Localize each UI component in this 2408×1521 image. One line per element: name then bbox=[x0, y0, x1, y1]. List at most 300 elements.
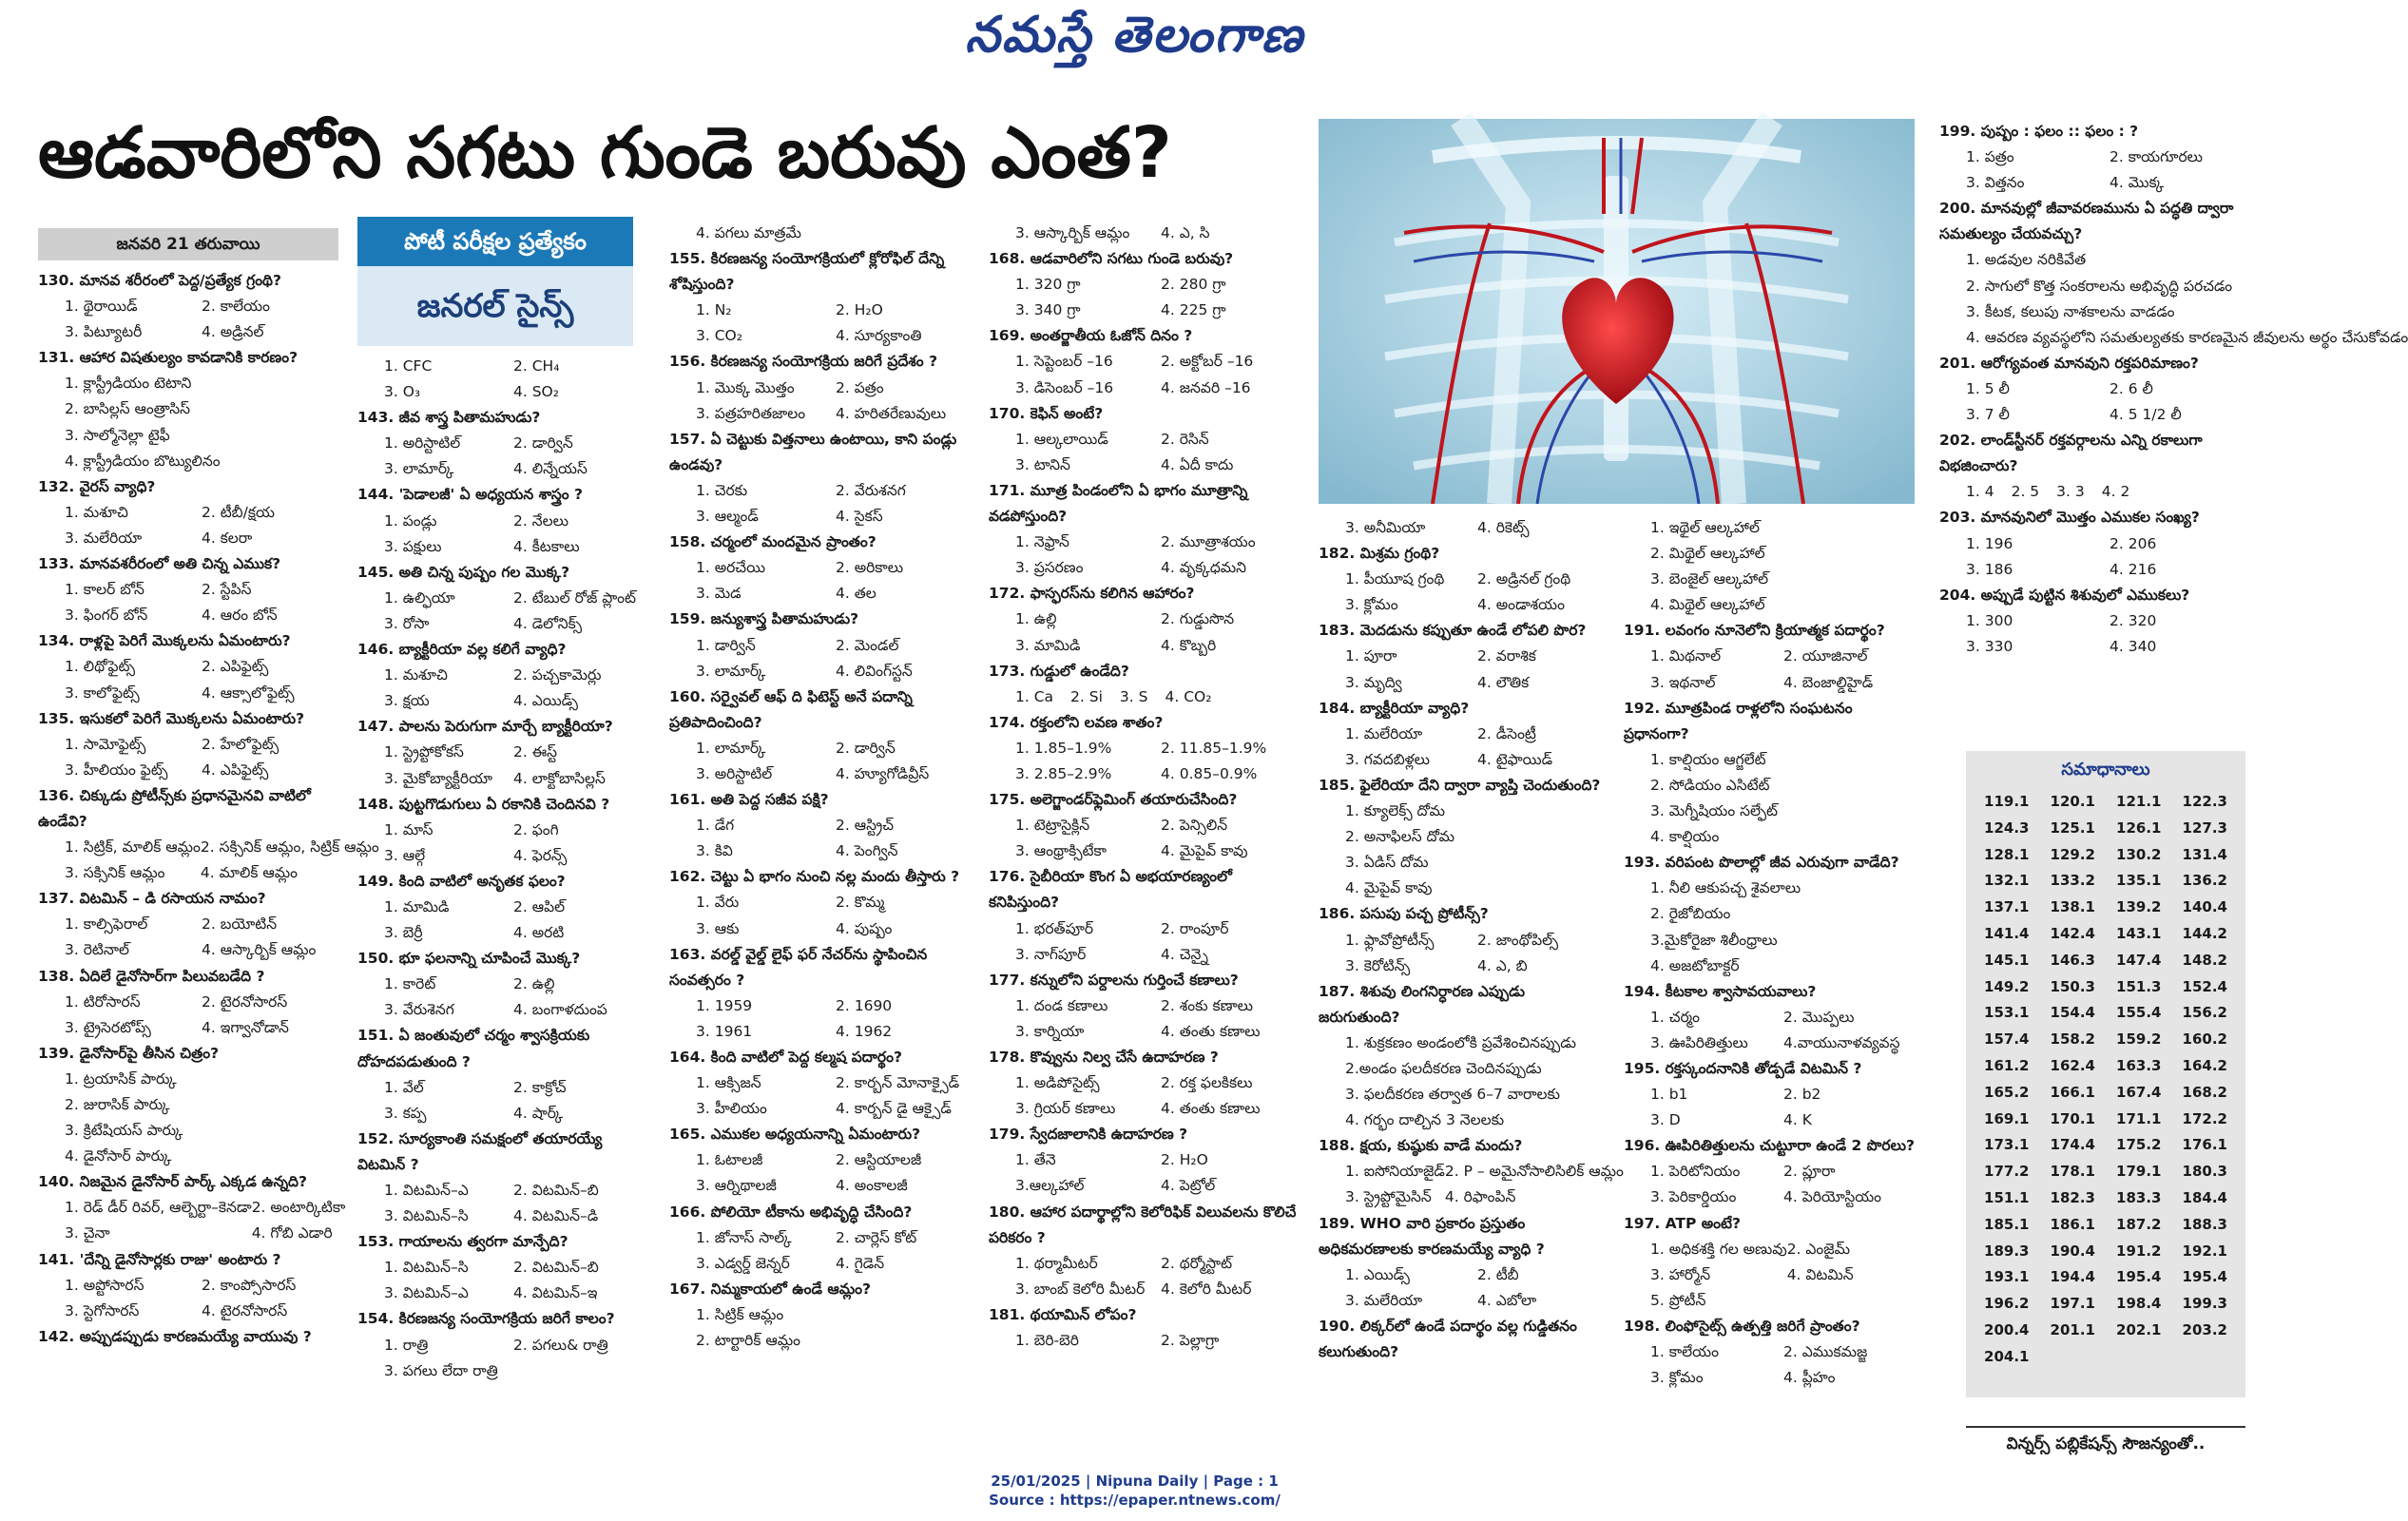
answer-option: 1. విటమిన్–సి bbox=[384, 1259, 469, 1277]
answer-option: 3. ఆంథ్రాక్సిటేకా bbox=[1015, 842, 1107, 860]
answer-option: 2. మొప్పలు bbox=[1783, 1008, 1855, 1026]
answer-option: 4. పగలు మాత్రమే bbox=[696, 224, 801, 241]
answer-key-item: 158.2 bbox=[2050, 1030, 2095, 1049]
answer-options bbox=[1319, 1159, 1624, 1210]
answer-option: 4. ఎపిఫైట్స్ bbox=[202, 760, 269, 779]
answer-option: 1. 196 bbox=[1966, 534, 2013, 552]
answer-key-item: 151.1 bbox=[1984, 1188, 2030, 1206]
question-block bbox=[357, 1126, 643, 1229]
answer-options bbox=[1624, 1159, 1917, 1210]
answer-options bbox=[1624, 644, 1917, 695]
question-block bbox=[1319, 1133, 1624, 1210]
answer-options bbox=[1939, 376, 2253, 428]
answer-key-item: 166.1 bbox=[2050, 1083, 2095, 1101]
question-text: 137. విటమిన్ – డి రసాయన నామం? bbox=[38, 890, 266, 908]
answer-option: 4. ఆక్సాలోఫైట్స్ bbox=[202, 683, 295, 702]
answer-key-item: 192.1 bbox=[2182, 1242, 2227, 1260]
answer-option: 2. పత్రం bbox=[836, 378, 884, 396]
question-text: 147. పాలను పెరుగుగా మార్చే బ్యాక్టీరియా? bbox=[357, 718, 613, 736]
answer-option: 4. ఫెరన్స్ bbox=[513, 846, 568, 864]
question-block bbox=[1319, 901, 1609, 978]
answer-options bbox=[989, 606, 1306, 658]
answer-key-item: 122.3 bbox=[2182, 793, 2227, 810]
column-2 bbox=[357, 354, 643, 1384]
answer-option: 2. డార్విన్ bbox=[836, 739, 896, 757]
answer-options bbox=[38, 835, 379, 886]
answer-key-item: 146.3 bbox=[2050, 951, 2095, 969]
answer-key-grid bbox=[1966, 789, 2245, 1371]
answer-option: 2. ఆపిల్ bbox=[513, 897, 566, 915]
answer-option: 4. 225 గ్రా bbox=[1161, 301, 1226, 319]
answer-options bbox=[357, 509, 643, 560]
answer-option: 2. మెండల్ bbox=[836, 636, 899, 654]
answer-key-item: 138.1 bbox=[2050, 898, 2095, 916]
answer-options bbox=[989, 427, 1306, 478]
question-text: 200. మానవుల్లో జీవావరణమును ఏ పద్ధతి ద్వారా సమతుల్యం చేయవచ్చు? bbox=[1939, 200, 2234, 243]
question-block bbox=[357, 482, 643, 559]
answer-option: 2. కాలేయం bbox=[202, 298, 270, 316]
answer-options bbox=[357, 663, 643, 714]
date-bar: జనవరి 21 తరువాయి bbox=[38, 228, 338, 260]
question-block bbox=[1939, 583, 2253, 660]
answer-key-item: 172.2 bbox=[2182, 1109, 2227, 1127]
question-text: 164. కింది వాటిలో పెద్ద కల్మష పదార్థం? bbox=[669, 1049, 902, 1066]
answer-option: 1. సామోఫైట్స్ bbox=[65, 735, 146, 753]
answer-option: 3. హీలియం bbox=[696, 1100, 767, 1118]
answer-option: 2. విటమిన్–బి bbox=[513, 1182, 599, 1199]
answer-option: 2. గుడ్డుసొన bbox=[1161, 610, 1235, 628]
answer-key-item: 202.1 bbox=[2116, 1320, 2162, 1338]
question-text: 149. కింది వాటిలో అనృతక ఫలం? bbox=[357, 872, 566, 890]
question-block bbox=[38, 1324, 338, 1350]
answer-option: 3. ఊపిరితిత్తులు bbox=[1650, 1033, 1748, 1051]
answer-options bbox=[38, 500, 338, 551]
answer-option: 3. క్రిటేషియస్ పార్కు bbox=[65, 1122, 183, 1140]
answer-options bbox=[357, 818, 643, 869]
answer-key-item: 175.2 bbox=[2116, 1136, 2162, 1154]
answer-key-item: 147.4 bbox=[2116, 951, 2162, 969]
answer-option: 2. పగలు& రాత్రి bbox=[513, 1336, 608, 1354]
answer-option: 4. ఎ, బి bbox=[1477, 956, 1528, 974]
question-block bbox=[38, 1247, 338, 1324]
answer-options bbox=[1624, 1237, 1917, 1314]
answer-key-item: 199.3 bbox=[2182, 1295, 2227, 1313]
answer-key-item: 195.4 bbox=[2182, 1268, 2227, 1286]
footer-date-line: 25/01/2025 | Nipuna Daily | Page : 1 bbox=[991, 1473, 1279, 1490]
question-block bbox=[669, 349, 975, 426]
answer-option: 1. కాల్సిఫెరాల్ bbox=[65, 915, 148, 934]
answer-option: 3. వేరుశెనగ bbox=[384, 1001, 454, 1019]
answer-key-item: 165.2 bbox=[1984, 1083, 2030, 1101]
answer-option: 1. ట్రయాసిక్ పార్కు bbox=[65, 1069, 177, 1088]
question-block bbox=[1319, 1211, 1609, 1314]
answer-options bbox=[669, 221, 975, 246]
answer-option: 2. కాక్రోచ్ bbox=[513, 1078, 567, 1096]
question-block bbox=[669, 1045, 975, 1122]
answer-options bbox=[669, 298, 975, 349]
question-text: 156. కిరణజన్య సంయోగక్రియ జరిగే ప్రదేశం ? bbox=[669, 353, 938, 371]
answer-option: 1. వేరు bbox=[696, 894, 740, 912]
question-text: 165. ఎముకల అధ్యయనాన్ని ఏమంటారు? bbox=[669, 1126, 921, 1144]
answer-key-item: 120.1 bbox=[2050, 793, 2095, 810]
question-block bbox=[38, 964, 338, 1041]
answer-option: 2. థర్మోస్టాట్ bbox=[1161, 1254, 1233, 1272]
question-text: 175. అలెగ్జాండర్‌ఫ్లెమింగ్ తయారుచేసింది? bbox=[989, 791, 1238, 809]
answer-option: 3. గవదబిళ్లలు bbox=[1345, 750, 1431, 768]
answer-option: 4. డెలోనిక్స్ bbox=[513, 614, 583, 632]
question-block bbox=[1319, 541, 1609, 618]
question-text: 134. రాళ్లపై పెరిగే మొక్కలను ఏమంటారు? bbox=[38, 632, 291, 650]
answer-options bbox=[1319, 1030, 1609, 1133]
answer-options bbox=[1319, 928, 1609, 979]
answer-option: 2. H₂O bbox=[836, 301, 883, 319]
answer-key-item: 135.1 bbox=[2116, 872, 2162, 890]
answer-option: 1. మశూచి bbox=[384, 666, 448, 684]
answer-option: 1. మలేరియా bbox=[1345, 724, 1423, 742]
answer-option: 3. స్ట్రెప్టోమైసిన్ bbox=[1345, 1188, 1432, 1206]
answer-option: 3. 186 bbox=[1966, 560, 2013, 578]
answer-option: 1. మశూచి bbox=[65, 503, 128, 521]
question-text: 192. మూత్రపిండ రాళ్లలోని సంఘటనం ప్రధానంగా? bbox=[1624, 699, 1853, 742]
answer-option: 2. వేరుశనగ bbox=[836, 481, 906, 499]
answer-option: 4. విటమిన్ bbox=[1786, 1265, 1854, 1283]
answer-options bbox=[1939, 479, 2253, 505]
answer-key-item: 153.1 bbox=[1984, 1004, 2030, 1022]
answer-option: 2. 6 లీ bbox=[2109, 379, 2153, 397]
question-block bbox=[669, 529, 975, 606]
answer-option: 4. SO₂ bbox=[513, 383, 559, 401]
question-text: 199. పుష్పం : ఫలం :: ఫలం : ? bbox=[1939, 123, 2139, 140]
answer-options bbox=[38, 1067, 338, 1169]
answer-option: 1. మాస్ bbox=[384, 820, 433, 838]
answer-option: 3. విటమిన్–ఎ bbox=[384, 1284, 469, 1302]
answer-option: 4. హరితరేణువులు bbox=[836, 404, 947, 422]
answer-option: 4. హ్యూగోడివ్రీస్ bbox=[836, 764, 930, 782]
answer-option: 1. చెరకు bbox=[696, 481, 748, 499]
answer-option: 2. బయోటిన్ bbox=[202, 915, 278, 934]
answer-option: 2. టీబీ/క్షయ bbox=[202, 503, 275, 521]
answer-option: 2. కార్బన్ మోనాక్సైడ్ bbox=[836, 1074, 960, 1092]
answer-option: 2. ఆస్ట్రిచ్ bbox=[836, 817, 895, 835]
answer-options bbox=[1624, 515, 1917, 618]
answer-option: 1. ఫ్లావోప్రోటీన్స్ bbox=[1345, 931, 1435, 949]
answer-option: 1. అడవుల నరికివేత bbox=[1966, 251, 2087, 269]
answer-option: 1. పీయూష గ్రంథి bbox=[1345, 570, 1445, 588]
answer-option: 1. టిరోసారస్ bbox=[65, 992, 141, 1011]
question-text: 186. పసుపు పచ్చ ప్రోటీన్స్? bbox=[1319, 905, 1489, 923]
answer-option: 3. 3 bbox=[2056, 483, 2085, 501]
question-block bbox=[38, 551, 338, 628]
answer-key-item: 126.1 bbox=[2116, 818, 2162, 837]
answer-option: 3. 340 గ్రా bbox=[1015, 301, 1081, 319]
question-text: 194. కీటకాల శ్వాసావయవాలు? bbox=[1624, 982, 1817, 1000]
question-text: 191. లవంగం నూనెలోని క్రియాత్మక పదార్థం? bbox=[1624, 622, 1885, 640]
answer-option: 1. టెట్రాసైక్లిన్ bbox=[1015, 817, 1090, 835]
question-text: 139. డైనోసార్‌పై తీసిన చిత్రం? bbox=[38, 1044, 220, 1062]
question-block bbox=[669, 427, 975, 529]
answer-key-item: 180.3 bbox=[2182, 1163, 2227, 1181]
answer-option: 2. సోడియం ఎసిటేట్ bbox=[1650, 776, 1770, 794]
answer-option: 4. లివింగ్‌స్టన్ bbox=[836, 662, 913, 680]
answer-option: 3. స్టెగోసారస్ bbox=[65, 1301, 140, 1319]
answer-option: 1. Ca bbox=[1015, 687, 1054, 705]
answer-key-item: 174.4 bbox=[2050, 1136, 2095, 1154]
answer-option: 3. రోసా bbox=[384, 614, 430, 632]
answer-option: 1. పత్రం bbox=[1966, 148, 2014, 166]
answer-option: 4. పెంగ్విన్ bbox=[836, 842, 898, 860]
answer-option: 1. లిథోఫైట్స్ bbox=[65, 658, 136, 676]
question-block bbox=[357, 1306, 643, 1383]
answer-option: 4. లిన్నేయస్ bbox=[513, 460, 588, 478]
answer-key-item: 127.3 bbox=[2182, 818, 2227, 837]
answer-key-item: 130.2 bbox=[2116, 845, 2162, 863]
answer-option: 1. తేనె bbox=[1015, 1151, 1056, 1169]
answer-option: 2. 320 bbox=[2109, 611, 2157, 629]
answer-option: 1. అధికశక్తి గల అణువు bbox=[1650, 1240, 1787, 1258]
question-block bbox=[669, 1200, 975, 1277]
answer-option: 1. ఓటాలజీ bbox=[696, 1151, 763, 1169]
answer-option: 3. ప్రసరణం bbox=[1015, 559, 1084, 577]
answer-option: 1. నీలి ఆకుపచ్చ శైవలాలు bbox=[1650, 879, 1801, 897]
question-text: 179. స్వేదజాలానికి ఉదాహరణ ? bbox=[989, 1126, 1188, 1144]
answer-option: 3. మృద్వి bbox=[1345, 673, 1402, 691]
answer-options bbox=[989, 684, 1306, 710]
question-text: 173. గుడ్డులో ఉండేది? bbox=[989, 662, 1129, 680]
question-text: 151. ఏ జంతువులో చర్మం శ్వాసక్రియకు దోహదపడుతుంది ? bbox=[357, 1027, 590, 1070]
answer-options bbox=[357, 431, 643, 482]
question-text: 131. ఆహార విషతుల్యం కావడానికి కారణం? bbox=[38, 349, 299, 367]
answer-option: 1. సిట్రిక్, మాలిక్ ఆమ్లం bbox=[65, 838, 201, 857]
question-block bbox=[357, 354, 643, 405]
question-block bbox=[38, 1041, 338, 1169]
answer-option: 2. రక్త ఫలకికలు bbox=[1161, 1074, 1253, 1092]
answer-option: 1. స్ట్రెప్టోకోకస్ bbox=[384, 743, 464, 761]
answer-key-item: 167.4 bbox=[2116, 1083, 2162, 1101]
question-block bbox=[669, 606, 975, 683]
answer-key-item: 154.4 bbox=[2050, 1004, 2095, 1022]
answer-option: 2. ఎపిఫైట్స్ bbox=[202, 658, 269, 676]
answer-option: 4. అడ్రినల్ bbox=[202, 323, 264, 341]
answer-option: 4. ఇగ్వానోడాన్ bbox=[202, 1018, 289, 1036]
answer-option: 4. చెన్నై bbox=[1161, 945, 1208, 963]
answer-option: 3. డిసెంబర్ –16 bbox=[1015, 378, 1114, 396]
answer-option: 3. 7 లీ bbox=[1966, 406, 2010, 424]
answer-option: 1. ఎయిడ్స్ bbox=[1345, 1265, 1410, 1283]
answer-key-item: 129.2 bbox=[2050, 845, 2095, 863]
question-text: 130. మానవ శరీరంలో పెద్ద/ప్రత్యేక గ్రంథి? bbox=[38, 272, 281, 289]
answer-key-item: 155.4 bbox=[2116, 1004, 2162, 1022]
answer-option: 4. ఏదీ కాదు bbox=[1161, 455, 1234, 473]
answer-option: 1. శుక్రకణం అండంలోకి ప్రవేశించినప్పుడు bbox=[1345, 1033, 1577, 1051]
answer-option: 1. వేల్ bbox=[384, 1078, 424, 1096]
question-text: 157. ఏ చెట్టుకు విత్తనాలు ఉంటాయి, కాని పండ్లు ఉండవు? bbox=[669, 430, 957, 473]
answer-option: 4. K bbox=[1783, 1111, 1812, 1129]
answer-options bbox=[357, 1333, 643, 1384]
question-text: 132. వైరస్ వ్యాధి? bbox=[38, 477, 156, 495]
question-block bbox=[1939, 505, 2253, 582]
answer-option: 2. ఆస్టియాలజీ bbox=[836, 1151, 922, 1169]
answer-option: 3. ఆల్గే bbox=[384, 846, 426, 864]
question-text: 154. కిరణజన్య సంయోగక్రియ జరిగే కాలం? bbox=[357, 1310, 615, 1328]
answer-option: 1. మొక్క మొత్తం bbox=[696, 378, 795, 396]
answer-key-item: 185.1 bbox=[1984, 1215, 2030, 1233]
answer-option: 2. టైరనోసారస్ bbox=[202, 992, 288, 1011]
answer-option: 1. క్యూలెక్స్ దోమ bbox=[1345, 802, 1446, 820]
answer-options bbox=[1624, 747, 1917, 850]
question-text: 190. లిక్కర్‌లో ఉండే పదార్థం వల్ల గుడ్డితనం కలుగుతుంది? bbox=[1319, 1317, 1577, 1360]
answer-option: 4. తంతు కణాలు bbox=[1161, 1022, 1261, 1040]
answer-option: 3. O₃ bbox=[384, 383, 421, 401]
answer-option: 3. ఫింగర్ బోన్ bbox=[65, 606, 148, 625]
answer-options bbox=[1939, 144, 2253, 196]
answer-key-box bbox=[1966, 751, 2245, 1397]
answer-option: 2. నేలలు bbox=[513, 511, 568, 529]
answer-options bbox=[38, 371, 338, 473]
answer-option: 1. మిథనాల్ bbox=[1650, 647, 1722, 665]
answer-option: 4. జనవరి –16 bbox=[1161, 378, 1251, 396]
question-text: 188. క్షయ, కుష్ఠుకు వాడే మందు? bbox=[1319, 1137, 1523, 1155]
answer-key-item: 150.3 bbox=[2050, 977, 2095, 995]
answer-option: 1. కాలేయం bbox=[1650, 1343, 1719, 1360]
question-block bbox=[38, 783, 379, 886]
question-text: 178. కొవ్వును నిల్వ చేసే ఉదాహరణ ? bbox=[989, 1049, 1219, 1066]
answer-key-item: 161.2 bbox=[1984, 1056, 2030, 1074]
question-text: 198. లింఫోసైట్స్ ఉత్పత్తి జరిగే ప్రాంతం? bbox=[1624, 1317, 1860, 1335]
answer-option: 1. డేగ bbox=[696, 817, 735, 835]
answer-options bbox=[38, 912, 338, 963]
question-text: 145. అతి చిన్న పుష్పం గల మొక్క? bbox=[357, 563, 570, 581]
answer-option: 1. N₂ bbox=[696, 301, 732, 319]
answer-option: 1. ఆల్కలాయిడ్ bbox=[1015, 430, 1108, 448]
answer-options bbox=[1319, 515, 1609, 541]
answer-option: 4. 216 bbox=[2109, 560, 2157, 578]
answer-option: 2. అక్టోబర్ –16 bbox=[1161, 353, 1254, 371]
answer-option: 2. డీసెంట్రీ bbox=[1477, 724, 1536, 742]
question-block bbox=[38, 886, 338, 963]
answer-options bbox=[1319, 644, 1609, 695]
question-text: 181. థయామిన్ లోపం? bbox=[989, 1305, 1137, 1323]
question-block bbox=[357, 946, 643, 1023]
answer-option: 2. మిథైల్ ఆల్కహాల్ bbox=[1650, 545, 1765, 563]
answer-options bbox=[38, 1195, 346, 1246]
answer-key-item: 121.1 bbox=[2116, 793, 2162, 810]
answer-option: 2. స్టేపిస్ bbox=[202, 581, 252, 599]
answer-key-item: 173.1 bbox=[1984, 1136, 2030, 1154]
answer-option: 1. కారెట్ bbox=[384, 975, 436, 993]
answer-option: 4. మిథైల్ ఆల్కహాల్ bbox=[1650, 596, 1765, 614]
question-text: 203. మానవునిలో మొత్తం ఎముకల సంఖ్య? bbox=[1939, 509, 2200, 527]
answer-options bbox=[989, 1070, 1306, 1122]
question-block bbox=[1319, 1314, 1609, 1365]
answer-option: 3. బెంజైల్ ఆల్కహాల్ bbox=[1650, 570, 1769, 588]
answer-option: 2. టేబుల్ రోజ్ ప్లాంట్ bbox=[513, 588, 636, 606]
answer-option: 3. మలేరియా bbox=[65, 529, 143, 547]
question-text: 195. రక్తస్కందనానికి తోడ్పడే విటమిన్ ? bbox=[1624, 1059, 1862, 1077]
answer-option: 3. ఆల్మండ్ bbox=[696, 508, 759, 526]
answer-option: 2.అండం ఫలదీకరణ చెందినప్పుడు bbox=[1345, 1059, 1542, 1077]
answer-key-item: 152.4 bbox=[2182, 977, 2227, 995]
answer-option: 3. పెరికార్డియం bbox=[1650, 1188, 1737, 1206]
answer-option: 1. మామిడి bbox=[384, 897, 450, 915]
answer-option: 3. కాలోఫైట్స్ bbox=[65, 683, 140, 702]
answer-option: 3. కార్నియా bbox=[1015, 1022, 1085, 1040]
answer-option: 1. 5 లీ bbox=[1966, 379, 2010, 397]
answer-key-item: 148.2 bbox=[2182, 951, 2227, 969]
answer-options bbox=[669, 478, 975, 529]
answer-option: 3. ఇథనాల్ bbox=[1650, 673, 1716, 691]
answer-options bbox=[38, 654, 338, 705]
question-block bbox=[38, 345, 338, 473]
answer-option: 3. ఫలదీకరణ తర్వాత 6–7 వారాలకు bbox=[1345, 1086, 1560, 1104]
question-block bbox=[669, 787, 975, 864]
answer-option: 2. డార్విన్ bbox=[513, 434, 573, 452]
answer-option: 3. CO₂ bbox=[696, 327, 742, 345]
answer-option: 2. అంటార్కిటికా bbox=[251, 1199, 346, 1217]
answer-key-item: 186.1 bbox=[2050, 1215, 2095, 1233]
answer-option bbox=[513, 1358, 643, 1384]
answer-option: 4. ఆరం బోన్ bbox=[202, 606, 278, 625]
question-text: 160. సర్వైవల్ ఆఫ్ ది ఫిటెస్ట్ అనే పదాన్ని ప్రతిపాదించింది? bbox=[669, 687, 913, 731]
column-1 bbox=[38, 228, 379, 1350]
answer-option: 3.మైకోరైజా శిలీంధ్రాలు bbox=[1650, 931, 1778, 949]
answer-option: 2. శంకు కణాలు bbox=[1161, 996, 1253, 1014]
answer-option: 1. ఇథైల్ ఆల్కహాల్ bbox=[1650, 519, 1760, 536]
answer-option: 3. లామార్క్ bbox=[696, 662, 766, 680]
answer-option: 2. b2 bbox=[1783, 1086, 1821, 1104]
question-block bbox=[357, 869, 643, 946]
answer-option: 1. అరచేయి bbox=[696, 559, 766, 577]
answer-key-item: 132.1 bbox=[1984, 872, 2030, 890]
answer-option: 2. అడ్రినల్ గ్రంథి bbox=[1477, 570, 1571, 588]
answer-option: 1. చర్మం bbox=[1650, 1008, 1700, 1026]
answer-option: 3. ఏడిస్ దోమ bbox=[1345, 854, 1429, 872]
answer-option: 4. విటమిన్–ఇ bbox=[513, 1284, 598, 1302]
answer-option: 3. బెర్రీ bbox=[384, 924, 423, 942]
question-text: 140. నిజమైన డైనోసార్ పార్క్ ఎక్కడ ఉన్నది? bbox=[38, 1173, 307, 1191]
answer-key-item: 139.2 bbox=[2116, 898, 2162, 916]
question-block bbox=[357, 637, 643, 714]
answer-option: 2. పచ్చకామెర్లు bbox=[513, 666, 602, 684]
answer-option: 4. తల bbox=[836, 585, 877, 603]
question-text: 158. చర్మంలో మందమైన ప్రాంతం? bbox=[669, 533, 877, 551]
answer-option: 3. అరిస్టాటిల్ bbox=[696, 764, 773, 782]
answer-options bbox=[669, 633, 975, 684]
question-text: 167. నిమ్మకాయలో ఉండే ఆమ్లం? bbox=[669, 1280, 871, 1298]
answer-option: 3. హీలియం ఫైట్స్ bbox=[65, 760, 168, 779]
question-block bbox=[1319, 773, 1609, 901]
answer-options bbox=[669, 1302, 975, 1354]
answer-option: 2. ఉల్లి bbox=[513, 975, 555, 993]
question-text: 135. ఇసుకలో పెరిగే మొక్కలను ఏమంటారు? bbox=[38, 709, 305, 727]
answer-option: 2. H₂O bbox=[1161, 1151, 1208, 1169]
answer-options bbox=[38, 294, 338, 345]
answer-option: 4. సైకస్ bbox=[836, 508, 883, 526]
question-text: 143. జీవ శాస్త్ర పితామహుడు? bbox=[357, 409, 541, 427]
answer-option: 3. గ్రియర్ కణాలు bbox=[1015, 1100, 1116, 1118]
answer-options bbox=[1939, 608, 2253, 660]
answer-option: 4. కొబ్బరి bbox=[1161, 636, 1217, 654]
answer-option: 4. ఆవరణ వ్యవస్థలోని సమతుల్యతకు కారణమైన జీవులను అర్థం చేసుకోవడం bbox=[1966, 328, 2408, 346]
answer-option: 4. రికెట్స్ bbox=[1477, 519, 1530, 536]
question-text: 146. బ్యాక్టీరియా వల్ల కలిగే వ్యాధి? bbox=[357, 641, 567, 659]
question-block bbox=[1939, 428, 2253, 505]
answer-option: 2. వరాశిక bbox=[1477, 647, 1536, 665]
answer-option: 1. b1 bbox=[1650, 1086, 1688, 1104]
answer-option: 4. తంతు కణాలు bbox=[1161, 1100, 1261, 1118]
answer-key-item: 203.2 bbox=[2182, 1320, 2227, 1338]
answer-options bbox=[989, 1328, 1306, 1354]
question-block bbox=[1319, 515, 1609, 541]
